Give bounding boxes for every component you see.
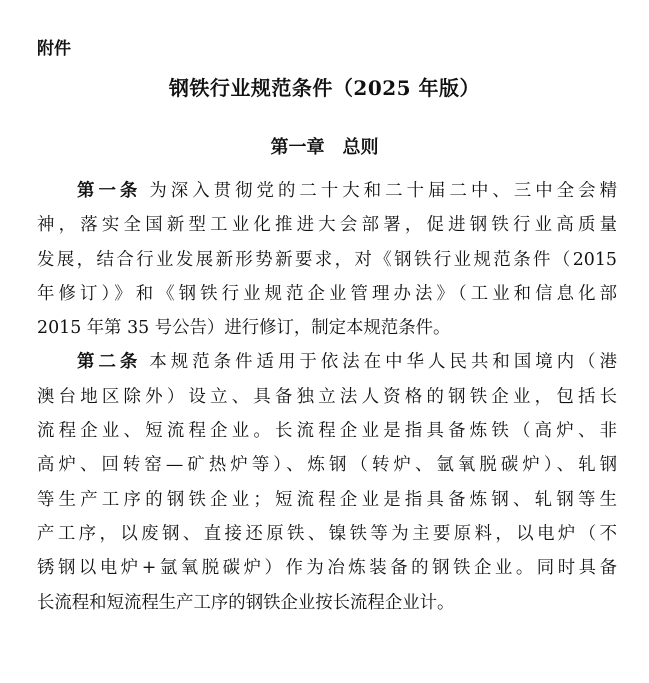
line-text: 为深入贯彻党的二十大和二十届二中、三中全会精 [149,181,617,201]
paragraph-line: 锈钢以电炉+氩氧脱碳炉）作为冶炼装备的钢铁企业。同时具备 [37,558,617,579]
paragraph-line [37,345,617,379]
paragraph-line [37,174,617,208]
paragraph-line: 澳台地区除外）设立、具备独立法人资格的钢铁企业，包括长 [37,386,617,407]
paragraph-line: 神，落实全国新型工业化推进大会部署，促进钢铁行业高质量 [37,215,617,236]
document-body [37,174,617,620]
paragraph-line: 产工序，以废钢、直接还原铁、镍铁等为主要原料，以电炉（不 [37,523,617,544]
article-label: 第一条 [77,181,142,201]
paragraph-line: 发展，结合行业发展新形势新要求，对《钢铁行业规范条件（2015 [37,249,617,270]
chapter-heading: 第一章 总则 [270,137,379,158]
article-label: 第二条 [77,352,142,373]
paragraph-line: 流程企业、短流程企业。长流程企业是指具备炼铁（高炉、非 [37,421,617,442]
article-2 [37,345,617,619]
document-title: 钢铁行业规范条件（2025 年版） [168,76,481,100]
line-text: 本规范条件适用于依法在中华人民共和国境内（港 [149,352,617,373]
paragraph-line: 高炉、回转窑—矿热炉等）、炼钢（转炉、氩氧脱碳炉）、轧钢 [37,455,617,476]
paragraph-line: 长流程和短流程生产工序的钢铁企业按长流程企业计。 [37,592,455,613]
article-1 [37,174,617,345]
paragraph-line: 2015 年第 35 号公告）进行修订，制定本规范条件。 [37,318,451,339]
paragraph-line: 年修订）》和《钢铁行业规范企业管理办法》（工业和信息化部 [37,283,617,304]
paragraph-line: 等生产工序的钢铁企业；短流程企业是指具备炼钢、轧钢等生 [37,489,617,510]
attachment-label: 附件 [37,39,71,59]
